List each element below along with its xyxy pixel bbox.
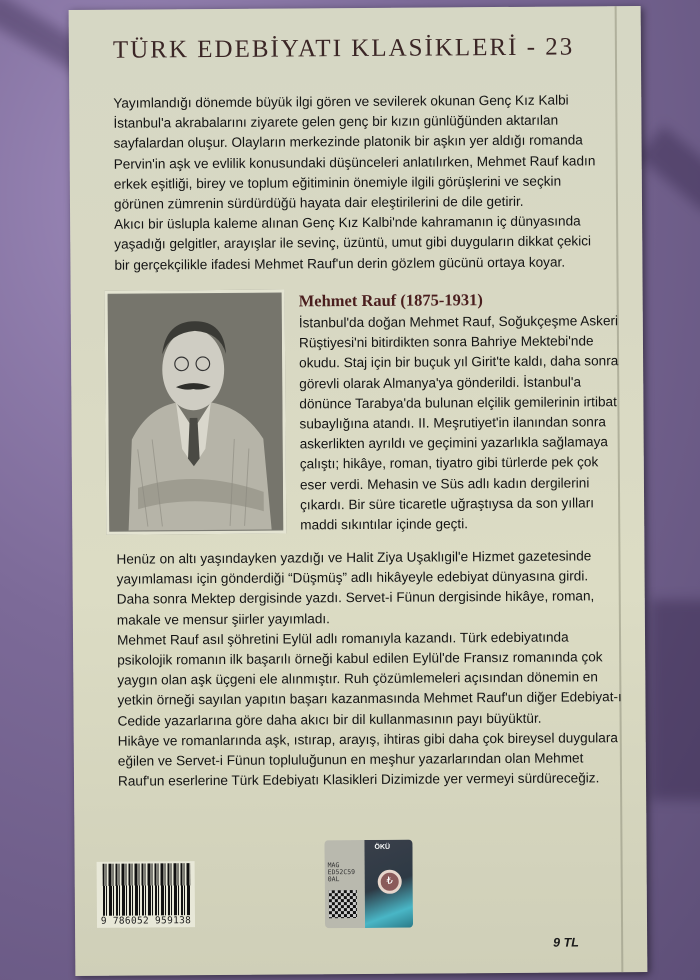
fabric-fold: [638, 126, 700, 214]
series-title: TÜRK EDEBİYATI KLASİKLERİ - 23: [112, 33, 575, 64]
body-paragraph-2: Mehmet Rauf asıl şöhretini Eylül adlı romanıyla kazandı. Türk edebiyatında psikolojik romanın ilk başarılı örneği kabul edilen Eylül'de Fransız romanında çok yaygın olan aşk üçgeni ele alınmıştır. Ruh çözümlemeleri açısından dönemin en yetkin örneği sayılan yapıtın başarı kazanmasında Mehmet Rauf'un diğer Edebiyat-ı Cedide yazarlarına göre daha akıcı bir dil kullanmasının payı büyüktür.: [116, 629, 622, 729]
intro-paragraph-2: Akıcı bir üslupla kaleme alınan Genç Kız Kalbi'nde kahramanın iç dünyasında yaşadığı gelgitler, arayışlar ile sevinç, üzüntü, umut gibi duyguların dikkat çekici bir gerçekçilikle ifadesi Mehmet Rauf'un derin gözlem gücünü ortaya koyar.: [114, 213, 592, 273]
sticker-code: [328, 862, 356, 883]
book-back-cover: [69, 6, 648, 976]
sticker-code-panel: [324, 840, 365, 928]
author-heading: Mehmet Rauf (1875-1931): [298, 290, 483, 311]
intro-blurb: [113, 90, 609, 275]
author-bio-text: İstanbul'da doğan Mehmet Rauf, Soğukçeşme Askeri Rüştiyesi'ni bitirdikten sonra Bahriye Mektebi'nde okudu. Staj için bir buçuk yıl Girit'te kaldı, daha sonra görevli olarak Almanya'ya gönderildi. İstanbul'a dönünce Tarabya'da bulunan elçilik gemilerinin irtibat subaylığına atandı. II. Meşrutiyet'in ilanından sonra askerlikten ayrıldı ve geçimini yazarlıkla sağlamaya çalıştı; hikâye, roman, tiyatro gibi türlerde pek çok eser verdi. Mehasin ve Süs adlı kadın dergilerini çıkardı. Bir süre ticaretle uğraştıysa da son yılları maddi sıkıntılar içinde geçti.: [298, 313, 619, 533]
isbn-barcode: [97, 861, 195, 928]
sticker-code-line: MAG: [327, 861, 340, 870]
sticker-code-line: ED52C59: [327, 868, 356, 877]
portrait-image: [108, 293, 284, 532]
intro-paragraph-1: Yayımlandığı dönemde büyük ilgi gören ve sevilerek okunan Genç Kız Kalbi İstanbul'a akrabalarını ziyarete gelen genç bir kızın günlüğünden aktarılan sayfalardan oluşur. Olayların merkezinde platonik bir aşkın yer aldığı romanda Pervin'in aşk ve evlilik konusundaki düşünceleri anlatılırken, Mehmet Rauf kadın erkek eşitliği, birey ve toplum eğitiminin önemiyle ilgili görüşlerini ve seçkin görünen zümrenin sürdürdüğü hayata dair eleştirilerini de dile getirir.: [113, 92, 596, 212]
hologram-logo: ÖKÜ: [374, 843, 391, 851]
datamatrix-code-icon: [329, 890, 357, 918]
lira-badge-icon: ₺: [378, 870, 402, 894]
sticker-hologram: [364, 840, 413, 928]
author-portrait: [105, 290, 287, 535]
body-paragraph-3: Hikâye ve romanlarında aşk, ıstırap, arayış, ihtiras gibi daha çok bireysel duygulara eğilen ve Servet-i Fünun topluluğunun en meşhur yazarlarından olan Mehmet Rauf'un eserlerine Türk Edebiyatı Klasikleri Dizimizde yer vermeyi sürdüreceğiz.: [117, 730, 618, 789]
barcode-bars: [103, 863, 191, 916]
body-paragraph-1: Henüz on altı yaşındayken yazdığı ve Halit Ziya Uşaklıgil'e Hizmet gazetesinde yayımlaması için gönderdiği “Düşmüş” adlı hikâyeyle edebiyat dünyasına girdi. Daha sonra Mektep dergisinde yazdı. Servet-i Fünun dergisinde hikâye, roman, makale ve mensur şiirler yayımladı.: [116, 548, 595, 628]
isbn-digits: 9 786052 959138: [100, 915, 192, 927]
fabric-fold: [650, 600, 700, 800]
price-label: 9 TL: [553, 935, 579, 950]
author-body-text: [116, 546, 623, 792]
author-bio: [299, 311, 621, 535]
bandrol-sticker: [324, 840, 413, 929]
sticker-code-line: 0AL: [327, 875, 340, 884]
